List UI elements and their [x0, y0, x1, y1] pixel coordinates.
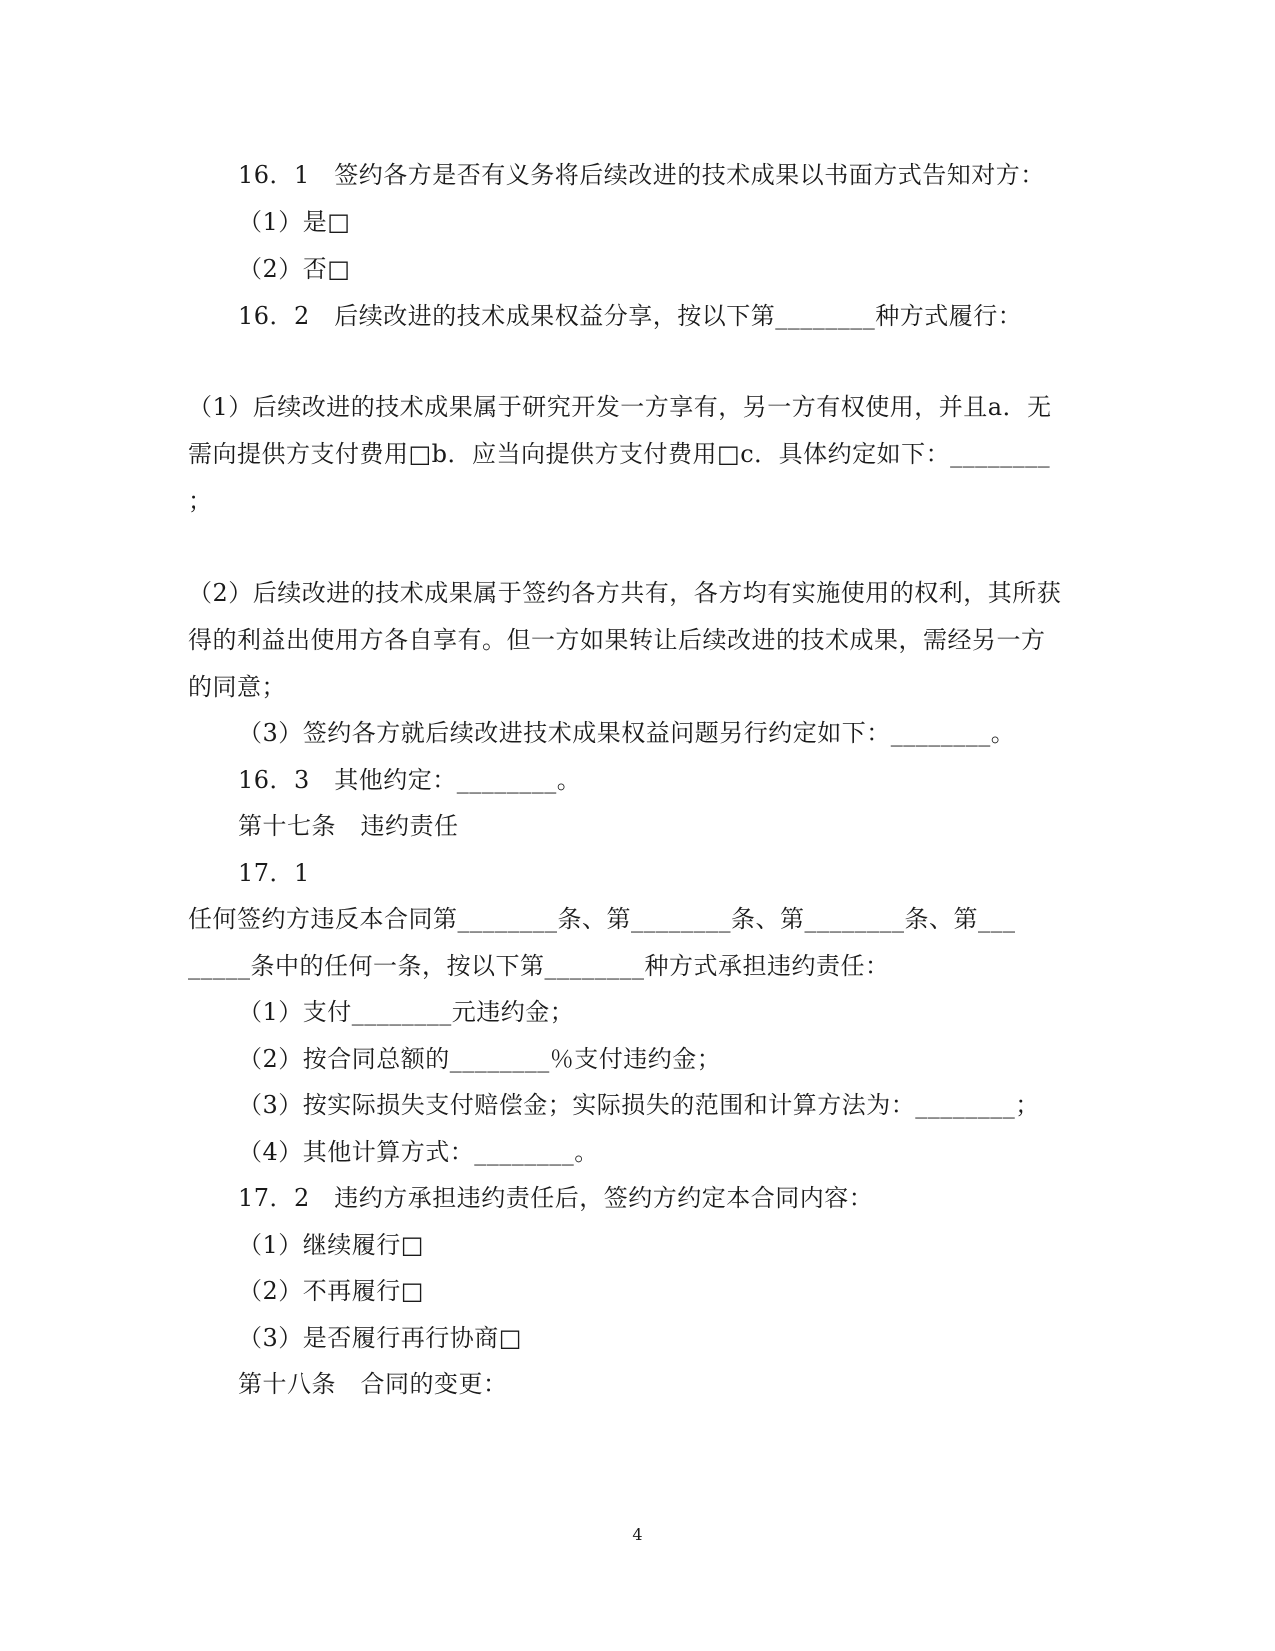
penalty-option-4: （4）其他计算方式：________。 — [238, 1138, 599, 1166]
clause-17-2-option-3: （3）是否履行再行协商□ — [238, 1324, 522, 1352]
clause-16-2-option-1-line-3: ； — [188, 487, 213, 515]
clause-17-2-option-1: （1）继续履行□ — [238, 1231, 424, 1259]
clause-17-2: 17．2 违约方承担违约责任后，签约方约定本合同内容： — [238, 1184, 874, 1212]
option-yes: （1）是□ — [238, 208, 351, 236]
clause-16-2-option-3: （3）签约各方就后续改进技术成果权益问题另行约定如下：________。 — [238, 719, 1016, 747]
penalty-option-1: （1）支付________元违约金； — [238, 998, 575, 1026]
page-number: 4 — [632, 1525, 643, 1544]
clause-16-2-option-2-line-2: 得的利益出使用方各自享有。但一方如果转让后续改进的技术成果，需经另一方 — [188, 626, 1046, 654]
clause-17-1-line-1: 任何签约方违反本合同第________条、第________条、第________条、第___ — [188, 905, 1016, 933]
clause-16-2-option-2-line-3: 的同意； — [188, 673, 286, 701]
clause-16-2-option-1-line-1: （1）后续改进的技术成果属于研究开发一方享有，另一方有权使用，并且a．无 — [188, 393, 1052, 421]
clause-16-3: 16．3 其他约定：________。 — [238, 766, 582, 794]
article-18-heading: 第十八条 合同的变更： — [238, 1370, 508, 1398]
clause-16-1: 16．1 签约各方是否有义务将后续改进的技术成果以书面方式告知对方： — [238, 161, 1045, 189]
clause-17-1-number: 17．1 — [238, 859, 310, 887]
clause-16-2: 16．2 后续改进的技术成果权益分享，按以下第________种方式履行： — [238, 302, 1023, 330]
penalty-option-3: （3）按实际损失支付赔偿金；实际损失的范围和计算方法为：________； — [238, 1091, 1040, 1119]
option-no: （2）否□ — [238, 255, 351, 283]
clause-16-2-option-1-line-2: 需向提供方支付费用□b．应当向提供方支付费用□c．具体约定如下：________ — [188, 440, 1051, 468]
penalty-option-2: （2）按合同总额的________％支付违约金； — [238, 1045, 722, 1073]
article-17-heading: 第十七条 违约责任 — [238, 812, 459, 840]
clause-16-2-option-2-line-1: （2）后续改进的技术成果属于签约各方共有，各方均有实施使用的权利，其所获 — [188, 579, 1062, 607]
clause-17-2-option-2: （2）不再履行□ — [238, 1277, 424, 1305]
clause-17-1-line-2: _____条中的任何一条，按以下第________种方式承担违约责任： — [188, 952, 890, 980]
